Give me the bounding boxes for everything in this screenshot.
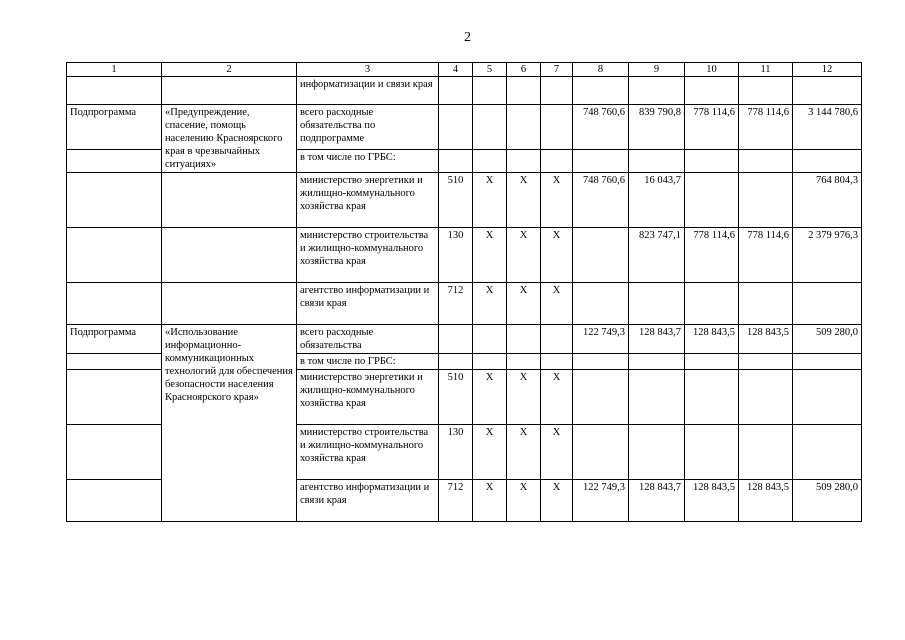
col-header: 1 [67, 63, 162, 77]
value-cell [793, 283, 862, 325]
grbs-code: 130 [439, 425, 473, 480]
recipient-name: министерство энергетики и жилищно-коммунального хозяйства края [297, 173, 439, 228]
value-cell: 823 747,1 [629, 228, 685, 283]
x-mark: Х [507, 425, 541, 480]
program-label: Подпрограмма [67, 325, 162, 354]
value-cell: 2 379 976,3 [793, 228, 862, 283]
recipient-name: агентство информатизации и связи края [297, 283, 439, 325]
program-name: «Использование информационно-коммуникационных технологий для обеспечения безопасности населения Красноярского края» [162, 325, 297, 522]
value-cell: 778 114,6 [685, 228, 739, 283]
x-mark: Х [507, 173, 541, 228]
col-header: 3 [297, 63, 439, 77]
value-cell: 122 749,3 [573, 325, 629, 354]
col-header: 12 [793, 63, 862, 77]
table-row [67, 283, 862, 325]
x-mark: Х [541, 173, 573, 228]
total-label: всего расходные обязательства по подпрограмме [297, 105, 439, 150]
x-mark: Х [541, 425, 573, 480]
grbs-code: 510 [439, 173, 473, 228]
value-cell: 128 843,5 [685, 325, 739, 354]
recipient-name: министерство строительства и жилищно-коммунального хозяйства края [297, 228, 439, 283]
x-mark: Х [507, 228, 541, 283]
value-cell [739, 283, 793, 325]
recipient-name: агентство информатизации и связи края [297, 480, 439, 522]
col-header: 11 [739, 63, 793, 77]
value-cell: 778 114,6 [739, 228, 793, 283]
value-cell: 509 280,0 [793, 480, 862, 522]
x-mark: Х [473, 173, 507, 228]
value-cell: 128 843,7 [629, 325, 685, 354]
col-header: 4 [439, 63, 473, 77]
x-mark: Х [507, 283, 541, 325]
x-mark: Х [507, 370, 541, 425]
x-mark: Х [473, 425, 507, 480]
col-header: 10 [685, 63, 739, 77]
program-name: «Предупреждение, спасение, помощь населению Красноярского края в чрезвычайных ситуациях» [162, 105, 297, 173]
value-cell [685, 283, 739, 325]
value-cell [629, 283, 685, 325]
col-header: 7 [541, 63, 573, 77]
x-mark: Х [541, 283, 573, 325]
value-cell: 839 790,8 [629, 105, 685, 150]
grbs-code: 712 [439, 283, 473, 325]
x-mark: Х [507, 480, 541, 522]
grbs-code: 510 [439, 370, 473, 425]
value-cell: 122 749,3 [573, 480, 629, 522]
value-cell: 748 760,6 [573, 173, 629, 228]
value-cell [793, 370, 862, 425]
col-header: 6 [507, 63, 541, 77]
value-cell [573, 425, 629, 480]
value-cell [573, 370, 629, 425]
table-row [67, 173, 862, 228]
value-cell: 128 843,5 [739, 480, 793, 522]
value-cell: 509 280,0 [793, 325, 862, 354]
x-mark: Х [473, 283, 507, 325]
grbs-code: 130 [439, 228, 473, 283]
col-header: 5 [473, 63, 507, 77]
table-row [67, 325, 862, 354]
x-mark: Х [541, 228, 573, 283]
value-cell: 16 043,7 [629, 173, 685, 228]
value-cell: 778 114,6 [739, 105, 793, 150]
value-cell [629, 370, 685, 425]
recipient-name: министерство строительства и жилищно-коммунального хозяйства края [297, 425, 439, 480]
value-cell [793, 425, 862, 480]
x-mark: Х [473, 228, 507, 283]
value-cell: 128 843,7 [629, 480, 685, 522]
value-cell: 3 144 780,6 [793, 105, 862, 150]
value-cell [573, 283, 629, 325]
page-number: 2 [464, 30, 471, 45]
value-cell [685, 370, 739, 425]
value-cell [685, 173, 739, 228]
col-header: 9 [629, 63, 685, 77]
x-mark: Х [541, 370, 573, 425]
value-cell: 128 843,5 [739, 325, 793, 354]
program-label: Подпрограмма [67, 105, 162, 150]
budget-table [66, 62, 862, 522]
value-cell: 778 114,6 [685, 105, 739, 150]
including-label: в том числе по ГРБС: [297, 150, 439, 173]
table-row [67, 77, 862, 105]
value-cell: 128 843,5 [685, 480, 739, 522]
value-cell: 764 804,3 [793, 173, 862, 228]
value-cell [739, 425, 793, 480]
value-cell: 748 760,6 [573, 105, 629, 150]
recipient-name: министерство энергетики и жилищно-коммунального хозяйства края [297, 370, 439, 425]
recipient-name: информатизации и связи края [297, 77, 439, 105]
grbs-code: 712 [439, 480, 473, 522]
value-cell [573, 228, 629, 283]
value-cell [739, 173, 793, 228]
x-mark: Х [473, 480, 507, 522]
total-label: всего расходные обязательства [297, 325, 439, 354]
table-row [67, 105, 862, 150]
x-mark: Х [541, 480, 573, 522]
header-row [67, 63, 862, 77]
value-cell [685, 425, 739, 480]
col-header: 8 [573, 63, 629, 77]
table-row [67, 228, 862, 283]
x-mark: Х [473, 370, 507, 425]
value-cell [629, 425, 685, 480]
col-header: 2 [162, 63, 297, 77]
including-label: в том числе по ГРБС: [297, 354, 439, 370]
value-cell [739, 370, 793, 425]
